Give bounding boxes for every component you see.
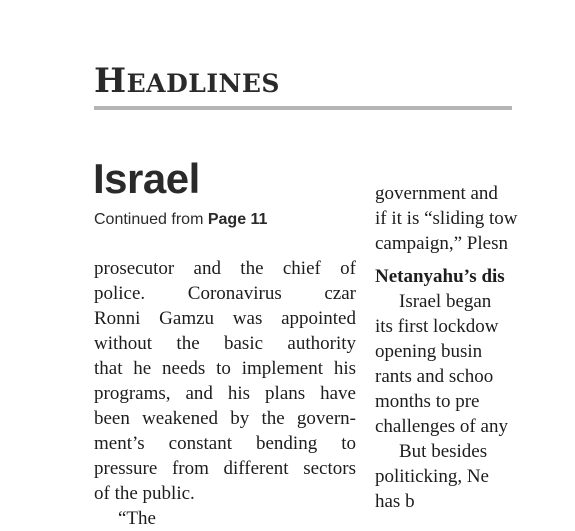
text-line: campaign,” Plesn bbox=[375, 233, 508, 254]
text-line: programs, and his plans have bbox=[94, 383, 356, 404]
text-line: months to pre bbox=[375, 391, 480, 412]
section-header-rest: EADLINES bbox=[126, 69, 280, 98]
text-line: challenges of any bbox=[375, 416, 508, 437]
text-line: police. Coronavirus czar bbox=[94, 283, 356, 304]
text-line: opening busin bbox=[375, 341, 483, 362]
text-line: government and bbox=[375, 183, 498, 204]
continued-page-link[interactable]: Page 11 bbox=[207, 211, 268, 228]
text-line: been weakened by the govern- bbox=[94, 408, 356, 429]
section-divider bbox=[94, 106, 512, 110]
text-line: pressure from different sectors bbox=[94, 458, 356, 479]
text-line: that he needs to implement his bbox=[94, 358, 356, 379]
text-line: ment’s constant bending to bbox=[94, 433, 356, 454]
continued-from-line bbox=[94, 212, 267, 228]
text-line-partial: “The bbox=[118, 508, 156, 529]
text-line: Israel began bbox=[399, 291, 492, 312]
right-column bbox=[375, 181, 575, 514]
text-line: has b bbox=[375, 491, 415, 512]
continued-prefix: Continued from bbox=[94, 211, 204, 228]
text-line: of the public. bbox=[94, 483, 195, 504]
section-header-initial: H bbox=[94, 61, 127, 101]
text-line: prosecutor and the chief of bbox=[94, 258, 356, 279]
text-line: its first lockdow bbox=[375, 316, 499, 337]
subheading: Netanyahu’s dis bbox=[375, 266, 505, 287]
left-column bbox=[94, 256, 356, 531]
story-title: Israel bbox=[93, 155, 200, 202]
text-line: if it is “sliding tow bbox=[375, 208, 518, 229]
text-line: But besides bbox=[399, 441, 488, 462]
text-line: Ronni Gamzu was appointed bbox=[94, 308, 356, 329]
section-header bbox=[94, 61, 280, 101]
text-line: rants and schoo bbox=[375, 366, 494, 387]
text-line: without the basic authority bbox=[94, 333, 356, 354]
text-line: politicking, Ne bbox=[375, 466, 489, 487]
